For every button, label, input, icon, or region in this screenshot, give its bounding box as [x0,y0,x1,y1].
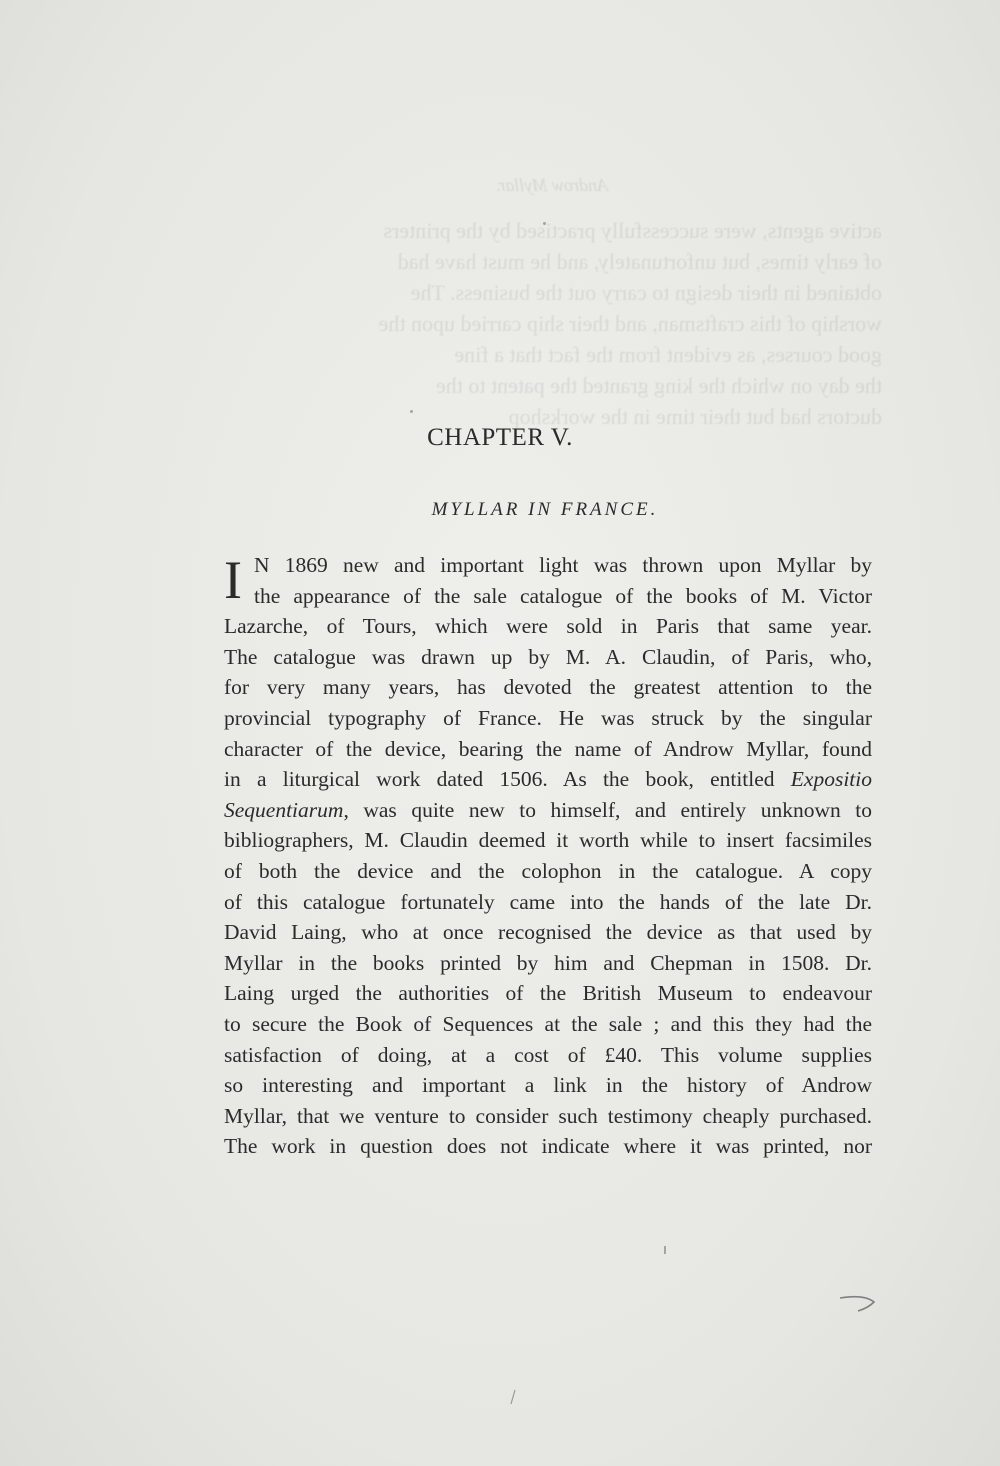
text-line: the appearance of the sale catalogue of the books of M. Victor [254,583,872,608]
text-line: so interesting and important a link in the history of Androw [224,1073,872,1098]
chapter-title: MYLLAR IN FRANCE. [431,499,659,520]
text-line: for very many years, has devoted the greatest attention to the [224,675,872,700]
text-line: character of the device, bearing the name of Androw Myllar, found [224,736,872,761]
text-line: of this catalogue fortunately came into the hands of the late Dr. [224,889,872,914]
text-line: The catalogue was drawn up by M. A. Claudin, of Paris, who, [224,644,872,669]
text-line: of both the device and the colophon in the catalogue. A copy [224,858,872,883]
text-line: in a liturgical work dated 1506. As the book, entitled Expositio [224,767,872,792]
text-line: N 1869 new and important light was thrown upon Myllar by [254,553,872,577]
book-title-italic: Expositio [790,767,872,792]
text-line: Myllar in the books printed by him and Chepman in 1508. Dr. [224,950,872,975]
show-through-text: Androw Myllar. active agents, were successfully practised by the printers of early times, but unfortunately, and he must have had obtained in their design to carry out the business. The worship of this craftsman, and their ship carried upon the good courses, as evident from the fact that a fine the day on which the king granted the patent to the ductors had but their time in the workshop [378,175,882,429]
chapter-heading: CHAPTER V. [427,424,573,451]
text-line: Sequentiarum, was quite new to himself, and entirely unknown to [224,797,872,822]
text-line: Myllar, that we venture to consider such testimony cheaply purchased. [224,1103,872,1128]
pencil-mark [508,1388,518,1406]
text-line: provincial typography of France. He was struck by the singular [224,705,872,730]
drop-cap: I [224,550,242,610]
paper-speck [410,410,413,413]
text-line: David Laing, who at once recognised the device as that used by [224,920,872,945]
text-line: Laing urged the authorities of the British Museum to endeavour [224,981,872,1006]
paper-speck [543,222,546,225]
chapter-paragraph [224,550,872,1162]
paper-speck [664,1246,666,1254]
text-line: Lazarche, of Tours, which were sold in Paris that same year. [224,614,872,639]
text-line: satisfaction of doing, at a cost of £40. This volume supplies [224,1042,872,1067]
text-line: The work in question does not indicate where it was printed, nor [224,1134,872,1159]
pencil-mark [838,1292,880,1314]
text-line: to secure the Book of Sequences at the sale ; and this they had the [224,1011,872,1036]
book-title-italic: Sequentiarum [224,797,344,822]
text-line: bibliographers, M. Claudin deemed it worth while to insert facsimiles [224,828,872,853]
